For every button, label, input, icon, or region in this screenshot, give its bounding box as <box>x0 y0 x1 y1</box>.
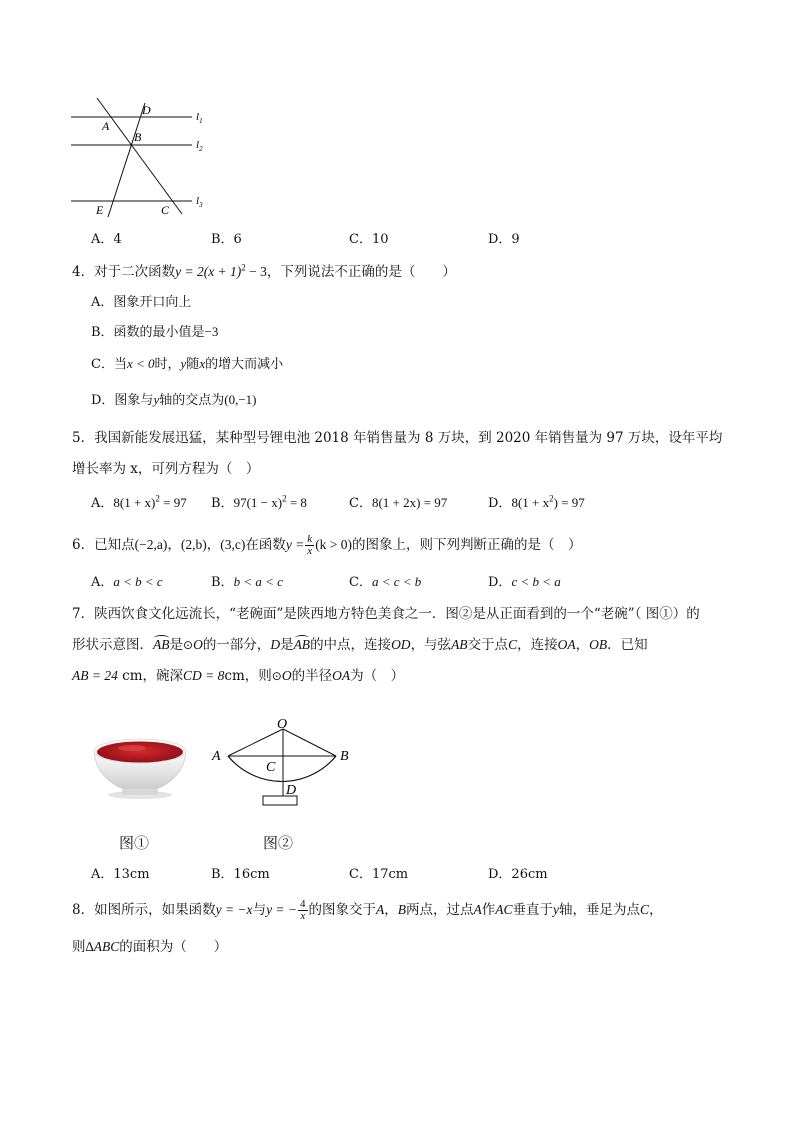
label-l3: $l_3$ <box>196 195 203 209</box>
label-a: A <box>102 119 110 133</box>
q7-stem-line1: 7．陕西饮食文化远流长，“老碗面”是陕西地方特色美食之一．图②是从正面看到的一个“老碗”（ 图①）的 <box>72 606 700 622</box>
q6-fraction: $\frac{k}{x}$ <box>307 533 313 557</box>
fig2-label-b: B <box>340 749 349 764</box>
segment-ob <box>283 729 336 756</box>
bowl-foot <box>122 789 158 795</box>
q7-option-a[interactable]: A．13cm <box>91 867 150 882</box>
segment-oa <box>228 729 283 756</box>
label-c: C <box>161 203 170 217</box>
q6-option-b[interactable]: B．b < a < c <box>211 574 283 590</box>
arc-ab <box>228 756 336 781</box>
q3-option-d[interactable]: D．9 <box>488 232 520 247</box>
fig2-label-o: O <box>277 718 288 732</box>
q8-stem-line2: 则∆ABC的面积为（ ） <box>72 939 228 955</box>
q4-option-d[interactable]: D．图象与y轴的交点为(0,−1) <box>91 392 257 408</box>
q3-option-b[interactable]: B．6 <box>211 232 242 247</box>
transversal-ac <box>97 98 182 214</box>
q3-parallel-lines-figure <box>68 96 218 218</box>
label-l1: $l_1$ <box>196 111 203 125</box>
q7-option-c[interactable]: C．17cm <box>349 867 409 882</box>
q6-option-a[interactable]: A．a < b < c <box>91 574 163 590</box>
q5-option-c[interactable]: C．8(1 + 2x) = 97 <box>349 495 448 511</box>
label-b: B <box>134 130 142 144</box>
label-l2: $l_2$ <box>196 139 203 153</box>
q4-option-a[interactable]: A．图象开口向上 <box>91 295 192 310</box>
fig2-label-c: C <box>266 760 276 775</box>
q6-stem: 6．已知点(−2,a)，(2,b)，(3,c)在函数y = $\frac{k}{x}$ (k > 0)的图象上，则下列判断正确的是（ ） <box>72 533 582 557</box>
fig2-label-a: A <box>212 749 221 764</box>
q7-bowl-photo <box>90 735 190 801</box>
q3-option-c[interactable]: C．10 <box>349 232 389 247</box>
q7-stem-line3: AB = 24 cm，碗深CD = 8cm，则⊙O的半径OA为（ ） <box>72 668 405 684</box>
q7-option-d[interactable]: D．26cm <box>488 867 548 882</box>
q7-fig1-caption: 图① <box>119 834 150 852</box>
q4-option-b[interactable]: B．函数的最小值是−3 <box>91 324 219 340</box>
q6-option-d[interactable]: D．c < b < a <box>488 574 561 590</box>
bowl-highlight <box>118 745 146 751</box>
label-e: E <box>96 203 104 217</box>
q7-option-b[interactable]: B．16cm <box>211 867 270 882</box>
q6-option-c[interactable]: C．a < c < b <box>349 574 422 590</box>
q5-stem-line1: 5．我国新能发展迅猛，某种型号锂电池 2018 年销售量为 8 万块，到 2020 年销售量为 97 万块，设年平均 <box>72 430 723 446</box>
q5-option-d[interactable]: D．$8(1 + x^2) = 97$ <box>488 493 585 511</box>
q8-fraction: $\frac{4}{x}$ <box>300 898 306 922</box>
q7-fig2-caption: 图② <box>263 834 294 852</box>
fig2-label-d: D <box>286 783 297 798</box>
q3-option-a[interactable]: A．4 <box>91 232 122 247</box>
q5-stem-line2: 增长率为 x，可列方程为（ ） <box>72 461 260 477</box>
q4-stem: 4．对于二次函数$y = 2(x + 1)^2 - 3$，下列说法不正确的是（ ） <box>72 262 456 280</box>
q8-stem-line1: 8．如图所示，如果函数y = −x与y = − $\frac{4}{x}$ 的图象交于A，B两点，过点A作AC垂直于y轴，垂足为点C， <box>72 898 663 922</box>
q5-option-b[interactable]: B．$97(1 - x)^2 = 8$ <box>211 493 307 511</box>
arc-bottom-redraw <box>228 756 336 781</box>
q4-option-c[interactable]: C．当x < 0时，y随x的增大而减小 <box>91 356 284 372</box>
bowl-inside <box>97 742 183 763</box>
label-d: D <box>142 103 151 117</box>
q5-option-a[interactable]: A．$8(1 + x)^2 = 97$ <box>91 493 187 511</box>
q7-stem-line2: 形状示意图．AB是⊙O的一部分，D是AB的中点，连接OD，与弦AB交于点C，连接OA，OB．已知 <box>72 637 648 653</box>
q7-bowl-diagram <box>208 718 358 814</box>
